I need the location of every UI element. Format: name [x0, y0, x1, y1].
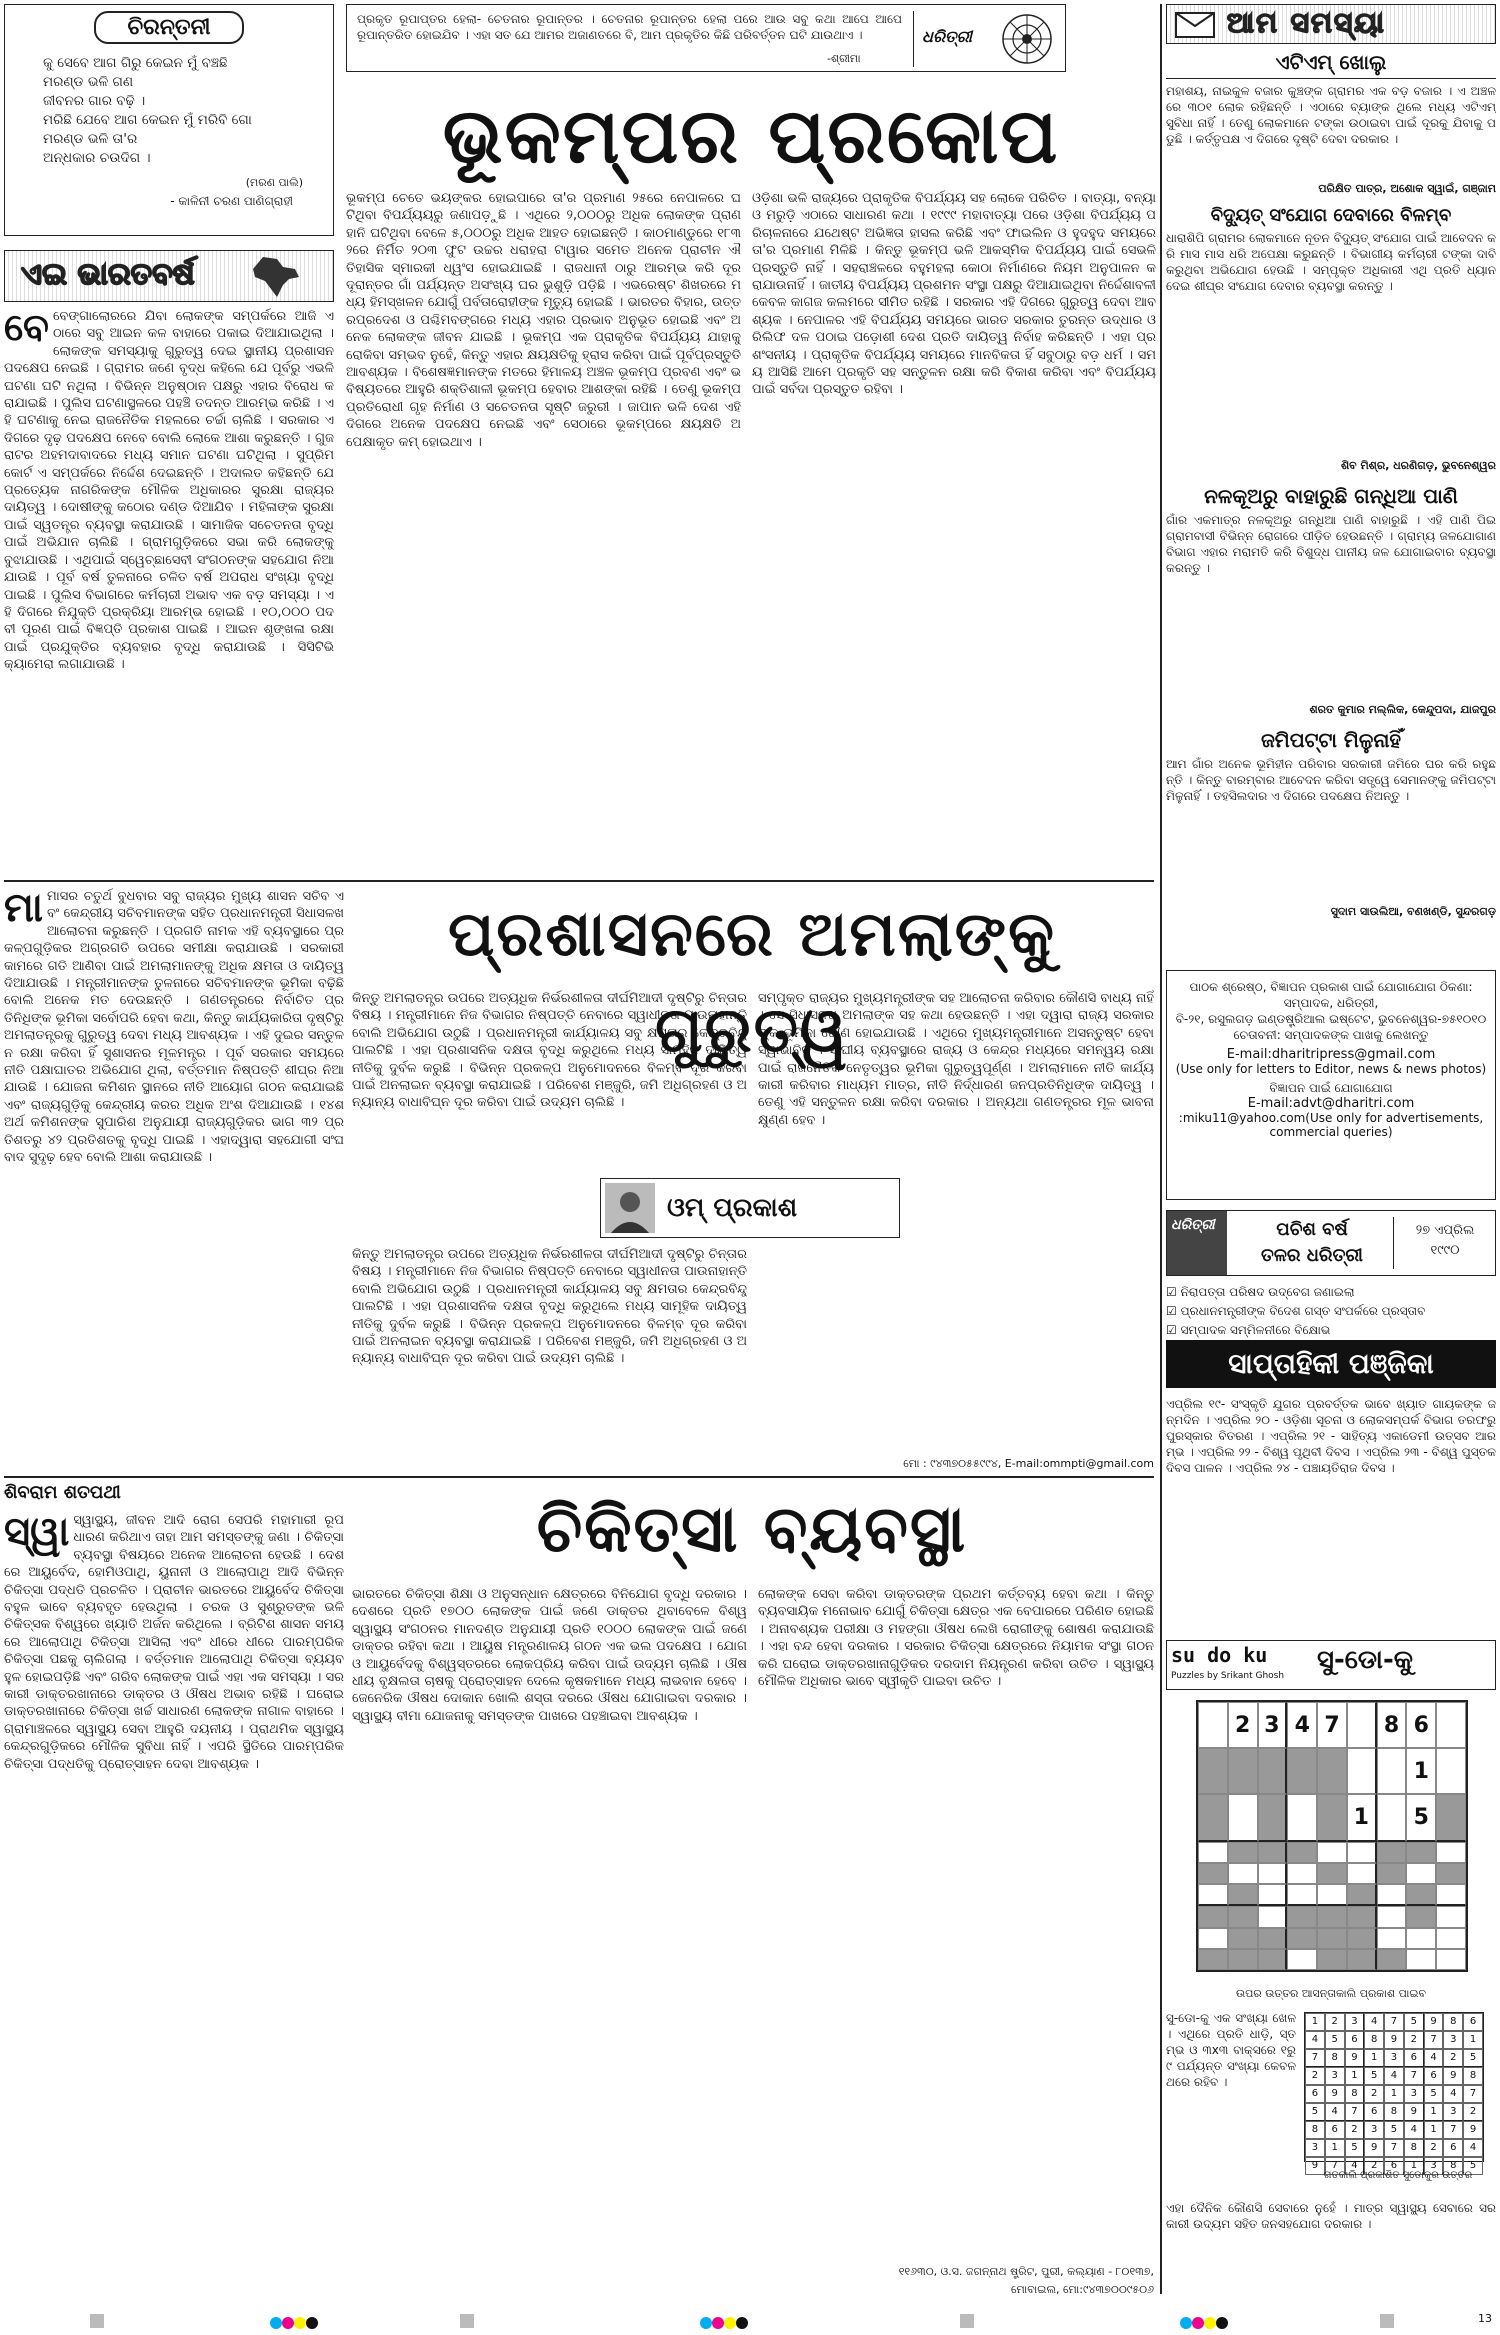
solution-cell: 7	[1404, 2067, 1424, 2085]
sudoku-cell[interactable]	[1228, 1906, 1258, 1927]
sudoku-cell[interactable]	[1228, 1863, 1258, 1884]
ajibharata-text: ବେବେଙ୍ଗାଲୋରରେ ଯିବା ଲୋକଙ୍କ ସମ୍ପର୍କରେ ଆଜି ଏଠାରେ ସବୁ ଆଇନ କଳ ବାହାରେ ପକାଇ ଦିଆଯାଇଥିଲା । ଲୋକଙ୍କ ସମସ୍ୟାକୁ ଗୁରୁତ୍ୱ ଦେଇ ସ୍ଥାନୀୟ ପ୍ରଶାସନ ପଦକ୍ଷେପ ନେଇଛି । ଗ୍ରାମର ଜଣେ ବୃଦ୍ଧ କହିଲେ ଯେ ପୂର୍ବରୁ ଏଭଳି ଘଟଣା ଘଟି ନଥିଲା । ବିଭିନ୍ନ ଅନୁଷ୍ଠାନ ପକ୍ଷରୁ ଏହାର ବିରୋଧ କରାଯାଇଛି । ପୁଲିସ ଘଟଣାସ୍ଥଳରେ ପହଞ୍ଚି ତଦନ୍ତ ଆରମ୍ଭ କରିଛି । ଏହି ଘଟଣାକୁ ନେଇ ରାଜନୈତିକ ମହଲରେ ଚର୍ଚ୍ଚା ଚାଲିଛି । ସରକାର ଏ ଦିଗରେ ଦୃଢ଼ ପଦକ୍ଷେପ ନେବେ ବୋଲି ଲୋକେ ଆଶା କରୁଛନ୍ତି । ଗୁଜରାଟର ଅହମଦାବାଦରେ ମଧ୍ୟ ସମାନ ଘଟଣା ଘଟିଥିଲା । ସୁପ୍ରିମକୋର୍ଟ ଏ ସମ୍ପର୍କରେ ନିର୍ଦ୍ଦେଶ ଦେଇଛନ୍ତି । ଅଦାଲତ କହିଛନ୍ତି ଯେ ପ୍ରତ୍ୟେକ ନାଗରିକଙ୍କ ମୌଳିକ ଅଧିକାରର ସୁରକ୍ଷା ରାଜ୍ୟର ଦାୟିତ୍ୱ । ଦୋଷୀଙ୍କୁ କଠୋର ଦଣ୍ଡ ଦିଆଯିବ । ମହିଳାଙ୍କ ସୁରକ୍ଷା ପାଇଁ ସ୍ୱତନ୍ତ୍ର ବ୍ୟବସ୍ଥା କରାଯାଉଛି । ସାମାଜିକ ସଚେତନତା ବୃଦ୍ଧି ପାଇଁ ଅଭିଯାନ ଚାଲିଛି । ଗ୍ରାମଗୁଡ଼ିକରେ ସଭା କରି ଲୋକଙ୍କୁ ବୁଝାଯାଉଛି । ଏଥିପାଇଁ ସ୍ୱେଚ୍ଛାସେବୀ ସଂଗଠନଙ୍କ ସହଯୋଗ ନିଆଯାଉଛି । ପୂର୍ବ ବର୍ଷ ତୁଳନାରେ ଚଳିତ ବର୍ଷ ଅପରାଧ ସଂଖ୍ୟା ବୃଦ୍ଧି ପାଇଛି । ପୁଲିସ ବିଭାଗରେ କର୍ମଚାରୀ ଅଭାବ ଏକ ବଡ଼ ସମସ୍ୟା । ଏହି ଦିଗରେ ନିଯୁକ୍ତି ପ୍ରକ୍ରିୟା ଆରମ୍ଭ ହୋଇଛି । ୧୦,୦୦୦ ପଦବୀ ପୂରଣ ପାଇଁ ବିଜ୍ଞପ୍ତି ପ୍ରକାଶ ପାଇଛି । ଆଇନ ଶୃଙ୍ଖଳା ରକ୍ଷା ପାଇଁ ପ୍ରଯୁକ୍ତିର ବ୍ୟବହାର ବୃଦ୍ଧି କରାଯାଉଛି । ସିସିଟିଭି କ୍ୟାମେରା ଲଗାଯାଉଛି ।	[4, 308, 334, 673]
contact-intro: ପାଠକ ଶ୍ରେଷ୍ଠ, ବିଜ୍ଞାପନ ପ୍ରକାଶ ପାଇଁ ଯୋଗାଯୋଗ ଠିକଣା:	[1189, 980, 1473, 994]
solution-cell: 5	[1364, 2067, 1384, 2085]
sudoku-cell[interactable]: 8	[1377, 1702, 1407, 1748]
almanac-title: ସାପ୍ତାହିକୀ ପଞ୍ଜିକା	[1166, 1340, 1496, 1388]
solution-cell: 5	[1463, 2157, 1483, 2175]
sudoku-cell[interactable]	[1198, 1949, 1228, 1970]
solution-cell: 3	[1404, 2085, 1424, 2103]
email-editor-note: (Use only for letters to Editor, news & news photos)	[1175, 1062, 1487, 1076]
sudoku-cell[interactable]	[1228, 1928, 1258, 1949]
solution-cell: 1	[1384, 2085, 1404, 2103]
color-marks	[700, 2314, 748, 2333]
sudoku-cell[interactable]	[1436, 1863, 1466, 1884]
solution-cell: 4	[1443, 2085, 1463, 2103]
solution-cell: 1	[1424, 2103, 1444, 2121]
sudoku-cell[interactable]	[1377, 1748, 1407, 1794]
water-letter: ଗାଁର ଏକମାତ୍ର ନଳକୂଅରୁ ଗନ୍ଧିଆ ପାଣି ବାହାରୁଛି । ଏହି ପାଣି ପିଇ ଗ୍ରାମବାସୀ ବିଭିନ୍ନ ରୋଗରେ ପୀଡ଼ିତ ହେଉଛନ୍ତି । ଗ୍ରାମ୍ୟ ଜଳଯୋଗାଣ ବିଭାଗ ଏହାର ମରାମତି କରି ବିଶୁଦ୍ଧ ପାନୀୟ ଜଳ ଯୋଗାଇବାର ବ୍ୟବସ୍ଥା କରନ୍ତୁ ।	[1166, 513, 1496, 575]
sudoku-cell[interactable]	[1406, 1842, 1436, 1863]
solution-cell: 1	[1345, 2067, 1365, 2085]
mandala-icon	[999, 11, 1055, 67]
medical-headline: ଚିକିତ୍ସା ବ୍ୟବସ୍ଥା	[536, 1493, 968, 1567]
sudoku-cell[interactable]	[1287, 1928, 1317, 1949]
print-marks	[0, 2310, 1500, 2332]
medical-text-col2: ଭାରତରେ ଚିକିତ୍ସା ଶିକ୍ଷା ଓ ଅନୁସନ୍ଧାନ କ୍ଷେତ୍ରରେ ବିନିଯୋଗ ବୃଦ୍ଧି ଦରକାର । ଦେଶରେ ପ୍ରତି ୧୭୦୦ ଲୋକଙ୍କ ପାଇଁ ଜଣେ ଡାକ୍ତର ଥିବାବେଳେ ବିଶ୍ୱ ସ୍ୱାସ୍ଥ୍ୟ ସଂଗଠନର ମାନଦଣ୍ଡ ଅନୁଯାୟୀ ପ୍ରତି ୧୦୦୦ ଲୋକଙ୍କ ପାଇଁ ଜଣେ ଡାକ୍ତର ରହିବା କଥା । ଆୟୁଷ ମନ୍ତ୍ରଣାଳୟ ଗଠନ ଏକ ଭଲ ପଦକ୍ଷେପ । ଯୋଗ ଓ ଆୟୁର୍ବେଦକୁ ବିଶ୍ୱସ୍ତରରେ ଲୋକପ୍ରିୟ କରିବା ପାଇଁ ଉଦ୍ୟମ ଚାଲିଛି । ଔଷଧୀୟ ବୃକ୍ଷଲତା ଚାଷକୁ ପ୍ରୋତ୍ସାହନ ଦେଲେ କୃଷକମାନେ ମଧ୍ୟ ଲାଭବାନ ହେବେ । ଜେନେରିକ ଔଷଧ ଦୋକାନ ଖୋଲି ଶସ୍ତା ଦରରେ ଔଷଧ ଯୋଗାଇବା ଦରକାର । ସ୍ୱାସ୍ଥ୍ୟ ବୀମା ଯୋଜନାକୁ ସମସ୍ତଙ୍କ ପାଖରେ ପହଞ୍ଚାଇବା ଆବଶ୍ୟକ ।	[352, 1587, 747, 1724]
solution-cell: 3	[1364, 2121, 1384, 2139]
solution-cell: 7	[1384, 2013, 1404, 2031]
sudoku-cell[interactable]	[1198, 1884, 1228, 1906]
solution-cell: 8	[1404, 2139, 1424, 2157]
sudoku-cell[interactable]	[1258, 1949, 1288, 1970]
sudoku-cell[interactable]	[1228, 1949, 1258, 1970]
solution-cell: 5	[1424, 2085, 1444, 2103]
earthquake-headline: ଭୂକମ୍ପର ପ୍ରକୋପ	[442, 91, 1060, 180]
solution-cell: 1	[1463, 2031, 1483, 2049]
sudoku-cell[interactable]	[1228, 1884, 1258, 1906]
sudoku-cell[interactable]	[1406, 1884, 1436, 1906]
solution-cell: 2	[1305, 2067, 1325, 2085]
solution-cell: 3	[1345, 2013, 1365, 2031]
solution-cell: 3	[1443, 2103, 1463, 2121]
medical-address: ୧୧୬୩୦, ଓ.ସ. ଜଗନ୍ନାଥ ଷ୍ଟ୍ରିଟ, ପୁରୀ, କଲ୍ୟାଣ - ୮୦୧୩୭,	[898, 2265, 1154, 2278]
quote-box	[346, 4, 1066, 72]
solution-cell: 4	[1384, 2067, 1404, 2085]
years-title-2: ତଳର ଧରିତ୍ରୀ	[1261, 1245, 1363, 1266]
solution-cell: 2	[1424, 2139, 1444, 2157]
sudoku-cell[interactable]: 4	[1287, 1702, 1317, 1748]
sudoku-cell[interactable]	[1347, 1702, 1377, 1748]
solution-cell: 3	[1325, 2067, 1345, 2085]
years-item: ☑ ସମ୍ପାଦକ ସମ୍ମିଳନୀରେ ବିକ୍ଷୋଭ	[1166, 1323, 1331, 1337]
sudoku-cell[interactable]	[1436, 1794, 1466, 1841]
medical-mobile: ମୋବାଇଲ, ମୋ:୯୪୩୭୦୦୯୫୦୬	[1011, 2283, 1154, 2296]
ajibharata-title: ଏଇ ଭାରତବର୍ଷ	[21, 257, 195, 292]
sudoku-cell[interactable]	[1436, 1702, 1466, 1748]
sudoku-cell[interactable]	[1228, 1794, 1258, 1841]
sudoku-cell[interactable]	[1198, 1794, 1228, 1841]
sudoku-cell[interactable]	[1436, 1748, 1466, 1794]
sudoku-cell[interactable]	[1198, 1702, 1228, 1748]
solution-cell: 6	[1305, 2085, 1325, 2103]
sudoku-cell[interactable]	[1258, 1748, 1288, 1794]
solution-cell: 9	[1305, 2157, 1325, 2175]
solution-cell: 9	[1443, 2067, 1463, 2085]
sudoku-cell[interactable]	[1198, 1906, 1228, 1927]
sudoku-cell[interactable]	[1377, 1906, 1407, 1927]
sudoku-cell[interactable]	[1317, 1863, 1347, 1884]
atm-heading: ଏଟିଏମ୍ ଖୋଲୁ	[1275, 50, 1387, 74]
sudoku-cell[interactable]	[1198, 1842, 1228, 1863]
solution-cell: 7	[1325, 2157, 1345, 2175]
sudoku-cell[interactable]	[1287, 1748, 1317, 1794]
sudoku-cell[interactable]	[1347, 1884, 1377, 1906]
sudoku-brand: su do ku	[1171, 1643, 1268, 1667]
solution-cell: 9	[1384, 2031, 1404, 2049]
sudoku-cell[interactable]	[1436, 1949, 1466, 1970]
solution-cell: 5	[1325, 2031, 1345, 2049]
solution-cell: 6	[1404, 2049, 1424, 2067]
section-rule	[4, 1476, 1154, 1478]
solution-cell: 6	[1384, 2157, 1404, 2175]
solution-cell: 7	[1463, 2085, 1483, 2103]
sudoku-cell[interactable]: 5	[1406, 1794, 1436, 1841]
sudoku-cell[interactable]: 3	[1258, 1702, 1288, 1748]
solution-cell: 9	[1424, 2013, 1444, 2031]
sudoku-cell[interactable]: 6	[1406, 1702, 1436, 1748]
solution-cell: 4	[1364, 2013, 1384, 2031]
india-map-icon	[243, 255, 303, 299]
chiranteni-poem	[5, 44, 333, 168]
solution-cell: 2	[1364, 2157, 1384, 2175]
sudoku-cell[interactable]	[1317, 1884, 1347, 1906]
solution-cell: 5	[1404, 2013, 1424, 2031]
print-mark	[90, 2314, 104, 2328]
solution-cell: 1	[1325, 2139, 1345, 2157]
email-advt-intro: ବିଜ୍ଞାପନ ପାଇଁ ଯୋଗାଯୋଗ	[1269, 1081, 1393, 1095]
solution-cell: 2	[1364, 2085, 1384, 2103]
sudoku-cell[interactable]	[1258, 1906, 1288, 1927]
solution-cell: 7	[1384, 2139, 1404, 2157]
land-signature: ସୁଦାମ ସାଉଲିଆ, ବଣଖଣ୍ଡି, ସୁନ୍ଦରଗଡ଼	[1330, 905, 1496, 918]
sudoku-cell[interactable]	[1198, 1928, 1228, 1949]
print-mark	[1380, 2314, 1394, 2328]
solution-cell: 5	[1345, 2139, 1365, 2157]
solution-cell: 8	[1443, 2157, 1463, 2175]
janasamasya-banner	[1166, 4, 1496, 44]
solution-cell: 8	[1443, 2013, 1463, 2031]
solution-cell: 9	[1463, 2121, 1483, 2139]
sudoku-cell[interactable]	[1317, 1928, 1347, 1949]
power-letter: ଧାରାଶିପି ଗ୍ରାମର ଲୋକମାନେ ନୂତନ ବିଦ୍ୟୁତ୍ ସଂଯୋଗ ପାଇଁ ଆବେଦନ କରି ମାସ ମାସ ଧରି ଅପେକ୍ଷା କରୁଛନ୍ତି । ବିଭାଗୀୟ କର୍ମଚାରୀ ଟଙ୍କା ଦାବି କରୁଥିବା ଅଭିଯୋଗ ହେଉଛି । ସମ୍ପୃକ୍ତ ଅଧିକାରୀ ଏଥି ପ୍ରତି ଧ୍ୟାନ ଦେଇ ଶୀଘ୍ର ସଂଯୋଗ ଦେବାର ବ୍ୟବସ୍ଥା କରନ୍ତୁ ।	[1166, 231, 1496, 293]
print-mark	[960, 2314, 974, 2328]
sudoku-by: Puzzles by Srikant Ghosh	[1171, 1671, 1285, 1681]
sudoku-cell[interactable]	[1228, 1748, 1258, 1794]
sudoku-cell[interactable]	[1406, 1863, 1436, 1884]
sudoku-cell[interactable]	[1347, 1842, 1377, 1863]
contact-note: ଚେତାବନୀ: ସମ୍ପାଦକଙ୍କ ପାଖକୁ ଲେଖନ୍ତୁ	[1233, 1028, 1429, 1042]
years-date-1: ୨୭ ଏପ୍ରିଲ	[1415, 1223, 1475, 1238]
divider	[1166, 78, 1496, 79]
governance-text-col2a: କିନ୍ତୁ ଅମଲାତନ୍ତ୍ର ଉପରେ ଅତ୍ୟଧିକ ନିର୍ଭରଶୀଳତା ଦୀର୍ଘମିଆଦୀ ଦୃଷ୍ଟିରୁ ଚିନ୍ତାର ବିଷୟ । ମନ୍ତ୍ରୀମାନେ ନିଜ ବିଭାଗର ନିଷ୍ପତ୍ତି ନେବାରେ ସ୍ୱାଧୀନତା ପାଉନାହାନ୍ତି ବୋଲି ଅଭିଯୋଗ ଉଠୁଛି । ପ୍ରଧାନମନ୍ତ୍ରୀ କାର୍ଯ୍ୟାଳୟ ସବୁ କ୍ଷମତାର କେନ୍ଦ୍ରବିନ୍ଦୁ ପାଲଟିଛି । ଏହା ପ୍ରଶାସନିକ ଦକ୍ଷତା ବୃଦ୍ଧି କରୁଥିଲେ ମଧ୍ୟ ସାମୂହିକ ଦାୟିତ୍ୱ ନୀତିକୁ ଦୁର୍ବଳ କରୁଛି । ବିଭିନ୍ନ ପ୍ରକଳ୍ପ ଅନୁମୋଦନରେ ବିଳମ୍ବ ଦୂର କରିବା ପାଇଁ ଅନଲାଇନ ବ୍ୟବସ୍ଥା କରାଯାଇଛି । ପରିବେଶ ମଞ୍ଜୁରି, ଜମି ଅଧିଗ୍ରହଣ ଓ ଅନ୍ୟାନ୍ୟ ବାଧାବିଘ୍ନ ଦୂର କରିବା ପାଇଁ ଉଦ୍ୟମ ଚାଲିଛି ।	[352, 991, 747, 1111]
governance-text-col3: ସମ୍ପୃକ୍ତ ରାଜ୍ୟର ମୁଖ୍ୟମନ୍ତ୍ରୀଙ୍କ ସହ ଆଲୋଚନା କରିବାର କୌଣସି ବାଧ୍ୟ ନାହିଁ । ସେ ସିଧାସଳଖ ଅମଲାଙ୍କ ସହ କଥା ହେଉଛନ୍ତି । ଏହା ଦ୍ୱାରା ରାଜ୍ୟ ସରକାରଙ୍କ ଭୂମିକା ଗୌଣ ହୋଇଯାଉଛି । ଏଥିରେ ମୁଖ୍ୟମନ୍ତ୍ରୀମାନେ ଅସନ୍ତୁଷ୍ଟ ହେବା ସ୍ୱାଭାବିକ । ସଂଘୀୟ ବ୍ୟବସ୍ଥାରେ ରାଜ୍ୟ ଓ କେନ୍ଦ୍ର ମଧ୍ୟରେ ସମନ୍ୱୟ ରକ୍ଷା ପାଇଁ ରାଜନୈତିକ ନେତୃତ୍ୱର ଭୂମିକା ଗୁରୁତ୍ୱପୂର୍ଣ୍ଣ । ଅମଲାମାନେ ନୀତି କାର୍ଯ୍ୟକାରୀ କରିବାର ମାଧ୍ୟମ ମାତ୍ର, ନୀତି ନିର୍ଦ୍ଧାରଣ ଜନପ୍ରତିନିଧିଙ୍କ ଦାୟିତ୍ୱ । ତେଣୁ ଏହି ସନ୍ତୁଳନ ରକ୍ଷା କରିବା ଦରକାର । ଅନ୍ୟଥା ଗଣତନ୍ତ୍ରର ମୂଳ ଭାବନା କ୍ଷୁଣ୍ଣ ହେବ ।	[758, 991, 1154, 1128]
page-number: 13	[1478, 2312, 1492, 2325]
poem-line: ମରଣ୍ଡ ଭଳି ଗଣ	[43, 74, 134, 90]
solution-cell: 4	[1424, 2049, 1444, 2067]
solution-cell: 4	[1345, 2157, 1365, 2175]
atm-signature: ପରିକ୍ଷିତ ପାତ୍ର, ଅଶୋକ ସ୍ୱାଇଁ, ଗଞ୍ଜାମ	[1318, 182, 1496, 195]
years-items	[1166, 1284, 1496, 1338]
sudoku-cell[interactable]	[1258, 1863, 1288, 1884]
solution-cell: 8	[1345, 2085, 1365, 2103]
janasamasya-title: ଆମ ସମସ୍ୟା	[1227, 6, 1386, 39]
ajibharata-banner	[4, 250, 334, 302]
sudoku-cell[interactable]	[1377, 1794, 1407, 1841]
earthquake-text-col2: ଓଡ଼ିଶା ଭଳି ରାଜ୍ୟରେ ପ୍ରାକୃତିକ ବିପର୍ଯ୍ୟୟ ସହ ଲୋକେ ପରିଚିତ । ବାତ୍ୟା, ବନ୍ୟା ଓ ମରୁଡ଼ି ଏଠାରେ ସାଧାରଣ କଥା । ୧୯୯୯ ମହାବାତ୍ୟା ପରେ ଓଡ଼ିଶା ବିପର୍ଯ୍ୟୟ ପରିଚାଳନାରେ ଯଥେଷ୍ଟ ଅଭିଜ୍ଞତା ହାସଲ କରିଛି ଏବଂ ଫାଇଲିନ ଓ ହୁଦହୁଦ ସମୟରେ ତା'ର ପ୍ରମାଣ ମିଳିଛି । କିନ୍ତୁ ଭୂକମ୍ପ ଭଳି ଆକସ୍ମିକ ବିପର୍ଯ୍ୟୟ ପାଇଁ ସେଭଳି ପ୍ରସ୍ତୁତି ନାହିଁ । ସହରାଞ୍ଚଳରେ ବହୁମହଲା କୋଠା ନିର୍ମାଣରେ ନିୟମ ଅନୁପାଳନ କରାଯାଉନାହିଁ । ଜାତୀୟ ବିପର୍ଯ୍ୟୟ ପ୍ରଶମନ ସଂସ୍ଥା ପକ୍ଷରୁ ଦିଆଯାଇଥିବା ନିର୍ଦ୍ଦେଶାବଳୀ କେବଳ କାଗଜ କଲମରେ ସୀମିତ ରହିଛି । ସରକାର ଏହି ଦିଗରେ ଗୁରୁତ୍ୱ ଦେବା ଆବଶ୍ୟକ । ନେପାଳର ଏହି ବିପର୍ଯ୍ୟୟ ସମୟରେ ଭାରତ ସରକାର ତୁରନ୍ତ ଉଦ୍ଧାର ଓ ରିଲିଫ ଦଳ ପଠାଇ ପଡ଼ୋଶୀ ଦେଶ ପ୍ରତି ଦାୟିତ୍ୱ ନିର୍ବାହ କରିଛନ୍ତି । ଏହା ପ୍ରଶଂସନୀୟ । ପ୍ରାକୃତିକ ବିପର୍ଯ୍ୟୟ ସମୟରେ ମାନବିକତା ହିଁ ସବୁଠାରୁ ବଡ଼ ଧର୍ମ । ସମୟ ଆସିଛି ଆମେ ପ୍ରକୃତି ସହ ସନ୍ତୁଳନ ରକ୍ଷା କରି ବିକାଶ କରିବା ଏବଂ ବିପର୍ଯ୍ୟୟ ପାଇଁ ସର୍ବଦା ପ୍ରସ୍ତୁତ ରହିବା ।	[752, 191, 1156, 398]
poem-line: ମରିଛି ଯେବେ ଆଗ କେଇନ ମୁଁ ମରିବି ଗୋ	[43, 112, 252, 128]
solution-cell: 4	[1325, 2103, 1345, 2121]
sudoku-solution-grid	[1304, 2012, 1484, 2171]
solution-cell: 8	[1463, 2067, 1483, 2085]
sudoku-cell[interactable]	[1258, 1794, 1288, 1841]
solution-cell: 8	[1305, 2121, 1325, 2139]
author-photo	[605, 1183, 655, 1233]
sudoku-cell[interactable]	[1347, 1906, 1377, 1927]
solution-cell: 7	[1424, 2031, 1444, 2049]
quote-text: ପ୍ରକୃତ ରୂପାପ୍ତର ହେଲା- ଚେତନାର ରୂପାନ୍ତର । ଚେତନାର ରୂପାନ୍ତର ହେଲା ପରେ ଆଉ ସବୁ କଥା ଆପେ ଆପେ ରୂପାନ୍ତରିତ ହୋଇଯିବ । ଏହା ସତ ଯେ ଆମର ଅଜାଣତରେ ବି, ଆମ ପ୍ରକୃତିର କିଛି ପରିବର୍ତ୍ତନ ଘଟି ଯାଉଥାଏ ।	[357, 12, 902, 42]
water-heading: ନଳକୂଅରୁ ବାହାରୁଛି ଗନ୍ଧିଆ ପାଣି	[1204, 484, 1458, 508]
sudoku-cell[interactable]	[1406, 1928, 1436, 1949]
solution-cell: 8	[1364, 2031, 1384, 2049]
solution-cell: 3	[1443, 2031, 1463, 2049]
solution-cell: 3	[1305, 2139, 1325, 2157]
solution-cell: 9	[1404, 2103, 1424, 2121]
solution-cell: 1	[1424, 2121, 1444, 2139]
sudoku-cell[interactable]	[1347, 1748, 1377, 1794]
solution-cell: 3	[1384, 2049, 1404, 2067]
sudoku-cell[interactable]	[1228, 1842, 1258, 1863]
sudoku-cell[interactable]	[1377, 1863, 1407, 1884]
years-date-2: ୧୯୯୦	[1430, 1243, 1460, 1258]
quote-author: -ଶ୍ରୀମା	[827, 52, 861, 65]
land-heading: ଜମିପଟ୍ଟା ମିଳୁନାହିଁ	[1260, 728, 1402, 752]
sudoku-header	[1166, 1640, 1496, 1690]
solution-cell: 7	[1345, 2103, 1365, 2121]
solution-cell: 1	[1364, 2049, 1384, 2067]
envelope-icon	[1175, 12, 1215, 38]
solution-cell: 9	[1364, 2139, 1384, 2157]
section-rule	[4, 880, 1154, 882]
chiranteni-author: - କାଳିନୀ ଚରଣ ପାଣିଗ୍ରାହୀ	[170, 194, 293, 208]
sudoku-cell[interactable]	[1436, 1928, 1466, 1949]
sudoku-rules: ସୁ-ଡୋ-କୁ ଏକ ସଂଖ୍ୟା ଖେଳ । ଏଥିରେ ପ୍ରତି ଧାଡ଼ି, ସ୍ତମ୍ଭ ଓ ୩x୩ ବାକ୍ସରେ ୧ରୁ ୯ ପର୍ଯ୍ୟନ୍ତ ସଂଖ୍ୟା କେବଳ ଥରେ ରହିବ ।	[1166, 2011, 1296, 2089]
years-item: ☑ ନିରାପତ୍ତା ପରିଷଦ ଉଦ୍‌ବେଗ ଜଣାଇଲା	[1166, 1285, 1355, 1299]
sudoku-cell[interactable]	[1377, 1842, 1407, 1863]
governance-text-col1: ମାମାସର ଚତୁର୍ଥ ବୁଧବାର ସବୁ ରାଜ୍ୟର ମୁଖ୍ୟ ଶାସନ ସଚିବ ଏବଂ କେନ୍ଦ୍ରୀୟ ସଚିବମାନଙ୍କ ସହିତ ପ୍ରଧାନମନ୍ତ୍ରୀ ସିଧାସଳଖ ଆଲୋଚନା କରୁଛନ୍ତି । ପ୍ରଗତି ନାମକ ଏହି ବ୍ୟବସ୍ଥାରେ ପ୍ରକଳ୍ପଗୁଡ଼ିକର ଅଗ୍ରଗତି ଉପରେ ସମୀକ୍ଷା କରାଯାଉଛି । ସରକାରୀ କାମରେ ଗତି ଆଣିବା ପାଇଁ ଅମଲାମାନଙ୍କୁ ଅଧିକ କ୍ଷମତା ଓ ଦାୟିତ୍ୱ ଦିଆଯାଉଛି । ମନ୍ତ୍ରୀମାନଙ୍କ ତୁଳନାରେ ସଚିବମାନଙ୍କ ଭୂମିକା ବଢ଼ିଛି ବୋଲି ଅନେକ ମତ ଦେଉଛନ୍ତି । ଗଣତନ୍ତ୍ରରେ ନିର୍ବାଚିତ ପ୍ରତିନିଧିଙ୍କ ଭୂମିକା ସର୍ବୋପରି ହେବା କଥା, କିନ୍ତୁ କାର୍ଯ୍ୟକାରିତା ଦୃଷ୍ଟିରୁ ଅମଲାତନ୍ତ୍ରକୁ ଗୁରୁତ୍ୱ ଦେବା ମଧ୍ୟ ଆବଶ୍ୟକ । ଏହି ଦୁଇର ସନ୍ତୁଳନ ରକ୍ଷା କରିବା ହିଁ ସୁଶାସନର ମୂଳମନ୍ତ୍ର । ପୂର୍ବ ସରକାର ସମୟରେ ନୀତି ପକ୍ଷାଘାତର ଅଭିଯୋଗ ଥିଲା, ବର୍ତ୍ତମାନ ନିଷ୍ପତ୍ତି ଶୀଘ୍ର ନିଆଯାଉଛି । ଯୋଜନା କମିଶନ ସ୍ଥାନରେ ନୀତି ଆୟୋଗ ଗଠନ କରାଯାଇଛି ଏବଂ ରାଜ୍ୟଗୁଡ଼ିକୁ କେନ୍ଦ୍ରୀୟ କରର ଅଧିକ ଅଂଶ ଦିଆଯାଉଛି । ୧୪ଶ ଅର୍ଥ କମିଶନଙ୍କ ସୁପାରିଶ ଅନୁଯାୟୀ ରାଜ୍ୟଗୁଡ଼ିକର ଭାଗ ୩୨ ପ୍ରତିଶତରୁ ୪୨ ପ୍ରତିଶତକୁ ବୃଦ୍ଧି ପାଇଛି । ଏହାଦ୍ୱାରା ସହଯୋଗୀ ସଂଘବାଦ ସୁଦୃଢ଼ ହେବ ବୋଲି ଆଶା କରାଯାଉଛି ।	[4, 888, 344, 1166]
solution-cell: 4	[1463, 2139, 1483, 2157]
sudoku-cell[interactable]	[1406, 1906, 1436, 1927]
governance-contact: ମୋ : ୯୪୩୭୦୫୫୯୯୪, E-mail:ommpti@gmail.com	[903, 1457, 1154, 1470]
sudoku-cell[interactable]	[1287, 1949, 1317, 1970]
solution-cell: 2	[1345, 2121, 1365, 2139]
divider	[1393, 1217, 1394, 1269]
chiranteni-title: ଚିରନ୍ତନୀ	[94, 11, 244, 44]
governance-text-col2b: କିନ୍ତୁ ଅମଲାତନ୍ତ୍ର ଉପରେ ଅତ୍ୟଧିକ ନିର୍ଭରଶୀଳତା ଦୀର୍ଘମିଆଦୀ ଦୃଷ୍ଟିରୁ ଚିନ୍ତାର ବିଷୟ । ମନ୍ତ୍ରୀମାନେ ନିଜ ବିଭାଗର ନିଷ୍ପତ୍ତି ନେବାରେ ସ୍ୱାଧୀନତା ପାଉନାହାନ୍ତି ବୋଲି ଅଭିଯୋଗ ଉଠୁଛି । ପ୍ରଧାନମନ୍ତ୍ରୀ କାର୍ଯ୍ୟାଳୟ ସବୁ କ୍ଷମତାର କେନ୍ଦ୍ରବିନ୍ଦୁ ପାଲଟିଛି । ଏହା ପ୍ରଶାସନିକ ଦକ୍ଷତା ବୃଦ୍ଧି କରୁଥିଲେ ମଧ୍ୟ ସାମୂହିକ ଦାୟିତ୍ୱ ନୀତିକୁ ଦୁର୍ବଳ କରୁଛି । ବିଭିନ୍ନ ପ୍ରକଳ୍ପ ଅନୁମୋଦନରେ ବିଳମ୍ବ ଦୂର କରିବା ପାଇଁ ଅନଲାଇନ ବ୍ୟବସ୍ଥା କରାଯାଇଛି । ପରିବେଶ ମଞ୍ଜୁରି, ଜମି ଅଧିଗ୍ରହଣ ଓ ଅନ୍ୟାନ୍ୟ ବାଧାବିଘ୍ନ ଦୂର କରିବା ପାଇଁ ଉଦ୍ୟମ ଚାଲିଛି ।	[352, 1247, 747, 1367]
solution-cell: 2	[1404, 2031, 1424, 2049]
medical-text-col3: ଲୋକଙ୍କ ସେବା କରିବା ଡାକ୍ତରଙ୍କ ପ୍ରଥମ କର୍ତ୍ତବ୍ୟ ହେବା କଥା । କିନ୍ତୁ ବ୍ୟବସାୟିକ ମନୋଭାବ ଯୋଗୁଁ ଚିକିତ୍ସା କ୍ଷେତ୍ର ଏକ ବେପାରରେ ପରିଣତ ହୋଇଛି । ଅନାବଶ୍ୟକ ପରୀକ୍ଷା ଓ ମହଙ୍ଗା ଔଷଧ ଲେଖି ରୋଗୀଙ୍କୁ ଶୋଷଣ କରାଯାଉଛି । ଏହା ବନ୍ଦ ହେବା ଦରକାର । ସରକାର ଚିକିତ୍ସା କ୍ଷେତ୍ରରେ ନିୟାମକ ସଂସ୍ଥା ଗଠନ କରି ଘରୋଇ ଡାକ୍ତରଖାନାଗୁଡ଼ିକର ଦରଦାମ ନିୟନ୍ତ୍ରଣ କରିବା ଉଚିତ । ସ୍ୱାସ୍ଥ୍ୟ ମୌଳିକ ଅଧିକାର ଭାବେ ସ୍ୱୀକୃତି ପାଇବା ଉଚିତ ।	[758, 1587, 1154, 1690]
letters-column	[1166, 50, 1496, 920]
sudoku-cell[interactable]	[1377, 1884, 1407, 1906]
chiranteni-box	[4, 4, 334, 236]
sudoku-cell[interactable]	[1436, 1842, 1466, 1863]
sudoku-cell[interactable]	[1377, 1949, 1407, 1970]
print-mark	[460, 2314, 474, 2328]
solution-cell: 8	[1325, 2049, 1345, 2067]
email-advt: E-mail:advt@dharitri.com	[1247, 1096, 1415, 1111]
sudoku-cell[interactable]: 1	[1406, 1748, 1436, 1794]
solution-cell: 2	[1325, 2013, 1345, 2031]
sudoku-cell[interactable]	[1406, 1949, 1436, 1970]
sudoku-cell[interactable]	[1287, 1863, 1317, 1884]
sudoku-cell[interactable]	[1317, 1748, 1347, 1794]
solution-cell: 2	[1463, 2103, 1483, 2121]
solution-cell: 6	[1364, 2103, 1384, 2121]
solution-cell: 7	[1305, 2049, 1325, 2067]
brand-mark: ଧରିତ୍ରୀ	[922, 27, 972, 46]
solution-cell: 1	[1305, 2013, 1325, 2031]
sudoku-cell[interactable]	[1258, 1928, 1288, 1949]
sudoku-cell[interactable]: 1	[1347, 1794, 1377, 1841]
sudoku-cell[interactable]: 2	[1228, 1702, 1258, 1748]
solution-cell: 5	[1305, 2103, 1325, 2121]
governance-headline: ପ୍ରଶାସନରେ ଅମଲାଙ୍କୁ ଗୁରୁତ୍ୱ	[448, 897, 1056, 1066]
sudoku-cell[interactable]	[1287, 1906, 1317, 1927]
sudoku-cell[interactable]	[1347, 1949, 1377, 1970]
solution-cell: 6	[1325, 2121, 1345, 2139]
poem-line: ଅନ୍ଧକାର ଚଉଦିଗ ।	[43, 150, 151, 166]
land-letter: ଆମ ଗାଁର ଅନେକ ଭୂମିହୀନ ପରିବାର ସରକାରୀ ଜମିରେ ଘର କରି ରହୁଛନ୍ତି । କିନ୍ତୁ ବାରମ୍ବାର ଆବେଦନ କରିବା ସତ୍ତ୍ୱେ ସେମାନଙ୍କୁ ଜମିପଟ୍ଟା ମିଳୁନାହିଁ । ତହସିଲଦାର ଏ ଦିଗରେ ପଦକ୍ଷେପ ନିଅନ୍ତୁ ।	[1166, 757, 1496, 803]
solution-cell: 8	[1384, 2103, 1404, 2121]
column-rule	[1160, 4, 1162, 2294]
years-back-box	[1166, 1210, 1496, 1276]
sudoku-cell[interactable]: 7	[1317, 1702, 1347, 1748]
sudoku-cell[interactable]	[1317, 1794, 1347, 1841]
poem-line: କୁ ସେବେ ଆଗ ଗିରୁ କେଇନ ମୁଁ ବଞ୍ଚଛି	[43, 55, 228, 71]
solution-cell: 9	[1325, 2085, 1345, 2103]
atm-letter: ମହାଶୟ, ନାଇକୁଳ ବଜାର କୁଞ୍ଚଙ୍କ ଗ୍ରାମର ଏକ ବଡ଼ ବଜାର । ଏ ଅଞ୍ଚଳରେ ୩୦୧ ଲୋକ ରହିଛନ୍ତି । ଏଠାରେ ବ୍ୟାଙ୍କ ଥିଲେ ମଧ୍ୟ ଏଟିଏମ୍ ସୁବିଧା ନାହିଁ । ତେଣୁ ଲୋକମାନେ ଟଙ୍କା ଉଠାଇବା ପାଇଁ ଦୂରକୁ ଯିବାକୁ ପଡୁଛି । କର୍ତ୍ତୃପକ୍ଷ ଏ ଦିଗରେ ଦୃଷ୍ଟି ଦେବା ଦରକାର ।	[1166, 84, 1496, 146]
sudoku-solution-caption: ଗତକାଲି ପ୍ରକାଶିତ ସୁଡୋକୁର ଉତ୍ତର	[1323, 2170, 1473, 2181]
contact-address: ବି-୨୧, ରସୁଲଗଡ଼ ଇଣ୍ଡଷ୍ଟ୍ରିଆଲ ଇଷ୍ଟେଟ, ଭୁବନେଶ୍ୱର-୭୫୧୦୧୦	[1175, 1012, 1487, 1026]
sudoku-grid[interactable]	[1196, 1700, 1468, 1972]
solution-cell: 6	[1424, 2067, 1444, 2085]
color-marks	[270, 2314, 318, 2333]
sudoku-brand-odia: ସୁ-ଡୋ-କୁ	[1317, 1645, 1413, 1675]
poem-line: ମରଣ୍ଡ ଭଳି ତା'ର	[43, 131, 138, 147]
contact-box	[1166, 970, 1496, 1200]
solution-cell: 6	[1463, 2013, 1483, 2031]
solution-cell: 6	[1345, 2031, 1365, 2049]
contact-org: ସମ୍ପାଦକ, ଧରିତ୍ରୀ,	[1283, 996, 1379, 1010]
solution-cell: 5	[1463, 2049, 1483, 2067]
sudoku-cell[interactable]	[1317, 1842, 1347, 1863]
solution-cell: 3	[1424, 2157, 1444, 2175]
sudoku-cell[interactable]	[1287, 1884, 1317, 1906]
author-name: ଓମ୍ ପ୍ରକାଶ	[667, 1193, 798, 1223]
power-signature: ଶିବ ମିଶ୍ର, ଧରଣିଗଡ଼, ଭୁବନେଶ୍ୱର	[1340, 459, 1496, 472]
water-signature: ଶରତ କୁମାର ମଲ୍ଲିକ, କେନ୍ଦୁପଦା, ଯାଜପୁର	[1309, 703, 1496, 716]
sudoku-cell[interactable]	[1436, 1884, 1466, 1906]
solution-cell: 6	[1443, 2139, 1463, 2157]
years-title-1: ପଚିଶ ବର୍ଷ	[1276, 1219, 1348, 1240]
sudoku-caption: ଉପର ଉତ୍ତର ଆସନ୍ତାକାଲି ପ୍ରକାଶ ପାଇବ	[1235, 1987, 1427, 2000]
sudoku-cell[interactable]	[1198, 1863, 1228, 1884]
poem-line: ଜୀବନର ଗାର ବଢ଼ି ।	[43, 93, 146, 109]
years-item: ☑ ପ୍ରଧାନମନ୍ତ୍ରୀଙ୍କ ବିଦେଶ ଗସ୍ତ ସଂପର୍କରେ ପ୍ରସ୍ତାବ	[1166, 1304, 1426, 1318]
sudoku-cell[interactable]	[1436, 1906, 1466, 1927]
sudoku-cell[interactable]	[1347, 1863, 1377, 1884]
sudoku-cell[interactable]	[1317, 1906, 1347, 1927]
years-brand: ଧରିତ୍ରୀ	[1167, 1211, 1227, 1275]
solution-cell: 4	[1404, 2121, 1424, 2139]
sudoku-cell[interactable]	[1258, 1842, 1288, 1863]
email-editor: E-mail:dharitripress@gmail.com	[1226, 1047, 1436, 1062]
sudoku-cell[interactable]	[1198, 1748, 1228, 1794]
solution-cell: 2	[1443, 2049, 1463, 2067]
sudoku-cell[interactable]	[1317, 1949, 1347, 1970]
solution-cell: 4	[1305, 2031, 1325, 2049]
sudoku-cell[interactable]	[1377, 1928, 1407, 1949]
sudoku-cell[interactable]	[1287, 1842, 1317, 1863]
earthquake-text-col1: ଭୂକମ୍ପ ଚେତେ ଭୟଙ୍କର ହୋଇପାରେ ତା'ର ପ୍ରମାଣ ୨୫ରେ ନେପାଳରେ ଘଟିଥିବା ବିପର୍ଯ୍ୟୟରୁ ଜଣାପଡ଼ୁଛି । ଏଥିରେ ୨,୦୦୦ରୁ ଅଧିକ ଲୋକଙ୍କ ପ୍ରାଣହାନି ଘଟିଥିବା ବେଳେ ୫,୦୦୦ରୁ ଅଧିକ ଆହତ ହୋଇଛନ୍ତି । କାଠମାଣ୍ଡୁରେ ୧୮୩୨ରେ ନିର୍ମିତ ୨୦୩ ଫୁଟ ଉଚ୍ଚର ଧରାହରା ଟାୱାର ସମେତ ଅନେକ ପ୍ରାଚୀନ ଐତିହାସିକ ସ୍ମାରକୀ ଧ୍ୱଂସ ହୋଇଯାଇଛି । ରାଜଧାନୀ ଠାରୁ ଆରମ୍ଭ କରି ଦୂରଦୂରାନ୍ତର ଗାଁ ପର୍ଯ୍ୟନ୍ତ ଅସଂଖ୍ୟ ଘର ଭୁଶୁଡ଼ି ପଡ଼ିଛି । ଏଭରେଷ୍ଟ ଶିଖରରେ ମଧ୍ୟ ହିମସ୍ଖଳନ ଯୋଗୁଁ ପର୍ବତାରୋହୀଙ୍କ ମୃତ୍ୟୁ ହୋଇଛି । ଭାରତର ବିହାର, ଉତ୍ତରପ୍ରଦେଶ ଓ ପଶ୍ଚିମବଙ୍ଗରେ ମଧ୍ୟ ଏହାର ପ୍ରଭାବ ଅନୁଭୂତ ହୋଇଛି ଏବଂ ଅନେକ ଲୋକଙ୍କ ଜୀବନ ଯାଇଛି । ଭୂକମ୍ପ ଏକ ପ୍ରାକୃତିକ ବିପର୍ଯ୍ୟୟ ଯାହାକୁ ରୋକିବା ସମ୍ଭବ ନୁହେଁ, କିନ୍ତୁ ଏହାର କ୍ଷୟକ୍ଷତିକୁ ହ୍ରାସ କରିବା ପାଇଁ ପୂର୍ବପ୍ରସ୍ତୁତି ଆବଶ୍ୟକ । ବିଶେଷଜ୍ଞମାନଙ୍କ ମତରେ ହିମାଳୟ ଅଞ୍ଚଳ ଭୂକମ୍ପ ପ୍ରବଣ ଏବଂ ଭବିଷ୍ୟତରେ ଆହୁରି ଶକ୍ତିଶାଳୀ ଭୂକମ୍ପ ହେବାର ଆଶଙ୍କା ରହିଛି । ତେଣୁ ଭୂକମ୍ପ ପ୍ରତିରୋଧୀ ଗୃହ ନିର୍ମାଣ ଓ ସଚେତନତା ସୃଷ୍ଟି ଜରୁରୀ । ଜାପାନ ଭଳି ଦେଶ ଏହି ଦିଗରେ ଅନେକ ପଦକ୍ଷେପ ନେଇଛି ଏବଂ ସେଠାରେ ଭୂକମ୍ପରେ କ୍ଷୟକ୍ଷତି ଅପେକ୍ଷାକୃତ କମ୍ ହୋଇଥାଏ ।	[346, 191, 741, 450]
sudoku-cell[interactable]	[1287, 1794, 1317, 1841]
solution-cell: 9	[1345, 2049, 1365, 2067]
footer-note: ଏହା ଦୈନିକ କୌଣସି ସେବାରେ ନୁହେଁ । ମାତ୍ର ସ୍ୱାସ୍ଥ୍ୟ ସେବାରେ ସରକାରୀ ଉଦ୍ୟମ ସହିତ ଜନସହଯୋଗ ଦରକାର ।	[1166, 2201, 1496, 2231]
color-marks	[1180, 2314, 1228, 2333]
sudoku-cell[interactable]	[1347, 1928, 1377, 1949]
chiranteni-source: (ମରଣ ପାଲି)	[245, 176, 303, 189]
medical-byline: ଶିବରାମ ଶତପଥୀ	[4, 1482, 121, 1503]
email-yahoo: :miku11@yahoo.com(Use only for advertisements, commercial queries)	[1178, 1111, 1484, 1139]
solution-cell: 5	[1384, 2121, 1404, 2139]
almanac-text: ଏପ୍ରିଲ ୧୯- ସଂସ୍କୃତି ଯୁଗର ପ୍ରବର୍ତ୍ତକ ଭାବେ ଖ୍ୟାତ ଗାୟକଙ୍କ ଜନ୍ମଦିନ । ଏପ୍ରିଲ ୨୦ - ଓଡ଼ିଶା ସୂଚନା ଓ ଲୋକସମ୍ପର୍କ ବିଭାଗ ତରଫରୁ ପୁରସ୍କାର ବିତରଣ । ଏପ୍ରିଲ ୨୧ - ସାହିତ୍ୟ ଏକାଡେମୀ ଉତ୍ସବ ଆରମ୍ଭ । ଏପ୍ରିଲ ୨୨ - ବିଶ୍ୱ ପୃଥିବୀ ଦିବସ । ଏପ୍ରିଲ ୨୩ - ବିଶ୍ୱ ପୁସ୍ତକ ଦିବସ ପାଳନ । ଏପ୍ରିଲ ୨୪ - ପଞ୍ଚାୟତିରାଜ ଦିବସ ।	[1166, 1397, 1496, 1475]
solution-cell: 7	[1443, 2121, 1463, 2139]
power-heading: ବିଦ୍ୟୁତ୍ ସଂଯୋଗ ଦେବାରେ ବିଳମ୍ବ	[1210, 205, 1452, 226]
medical-text-col1: ସ୍ୱା ସ୍ୱାସ୍ଥ୍ୟ, ଜୀବନ ଆଦି ରୋଗ ସେପରି ମହାମାରୀ ରୂପ ଧାରଣ କରିଥାଏ ତାହା ଆମ ସମସ୍ତଙ୍କୁ ଜଣା । ଚିକିତ୍ସା ବ୍ୟବସ୍ଥା ବିଷୟରେ ଅନେକ ଆଲୋଚନା ହେଉଛି । ଦେଶରେ ଆୟୁର୍ବେଦ, ହୋମିଓପାଥି, ୟୁନାନୀ ଓ ଆଲୋପାଥି ଆଦି ବିଭିନ୍ନ ଚିକିତ୍ସା ପଦ୍ଧତି ପ୍ରଚଳିତ । ପ୍ରାଚୀନ ଭାରତରେ ଆୟୁର୍ବେଦ ଚିକିତ୍ସା ବହୁଳ ଭାବେ ବ୍ୟବହୃତ ହେଉଥିଲା । ଚରକ ଓ ସୁଶ୍ରୁତଙ୍କ ଭଳି ଚିକିତ୍ସକ ବିଶ୍ୱରେ ଖ୍ୟାତି ଅର୍ଜନ କରିଥିଲେ । ବ୍ରିଟିଶ ଶାସନ ସମୟରେ ଆଲୋପାଥି ଚିକିତ୍ସା ଆସିଲା ଏବଂ ଧୀରେ ଧୀରେ ପାରମ୍ପରିକ ଚିକିତ୍ସା ପଛକୁ ଚାଲିଗଲା । ବର୍ତ୍ତମାନ ଆଲୋପାଥି ଚିକିତ୍ସା ବ୍ୟୟବହୁଳ ହୋଇପଡ଼ିଛି ଏବଂ ଗରିବ ଲୋକଙ୍କ ପାଇଁ ଏହା ଏକ ସମସ୍ୟା । ସରକାରୀ ଡାକ୍ତରଖାନାରେ ଡାକ୍ତର ଓ ଔଷଧ ଅଭାବ ରହିଛି । ଘରୋଇ ଡାକ୍ତରଖାନାରେ ଚିକିତ୍ସା ଖର୍ଚ୍ଚ ସାଧାରଣ ଲୋକଙ୍କ ନାଗାଳ ବାହାରେ । ଗ୍ରାମାଞ୍ଚଳରେ ସ୍ୱାସ୍ଥ୍ୟ ସେବା ଆହୁରି ଦୟନୀୟ । ପ୍ରାଥମିକ ସ୍ୱାସ୍ଥ୍ୟ କେନ୍ଦ୍ରଗୁଡ଼ିକରେ ମୌଳିକ ସୁବିଧା ନାହିଁ । ଏପରି ସ୍ଥିତିରେ ପାରମ୍ପରିକ ଚିକିତ୍ସା ପଦ୍ଧତିକୁ ପ୍ରୋତ୍ସାହନ ଦେବା ଆବଶ୍ୟକ ।	[4, 1512, 344, 1772]
sudoku-cell[interactable]	[1258, 1884, 1288, 1906]
solution-cell: 1	[1404, 2157, 1424, 2175]
